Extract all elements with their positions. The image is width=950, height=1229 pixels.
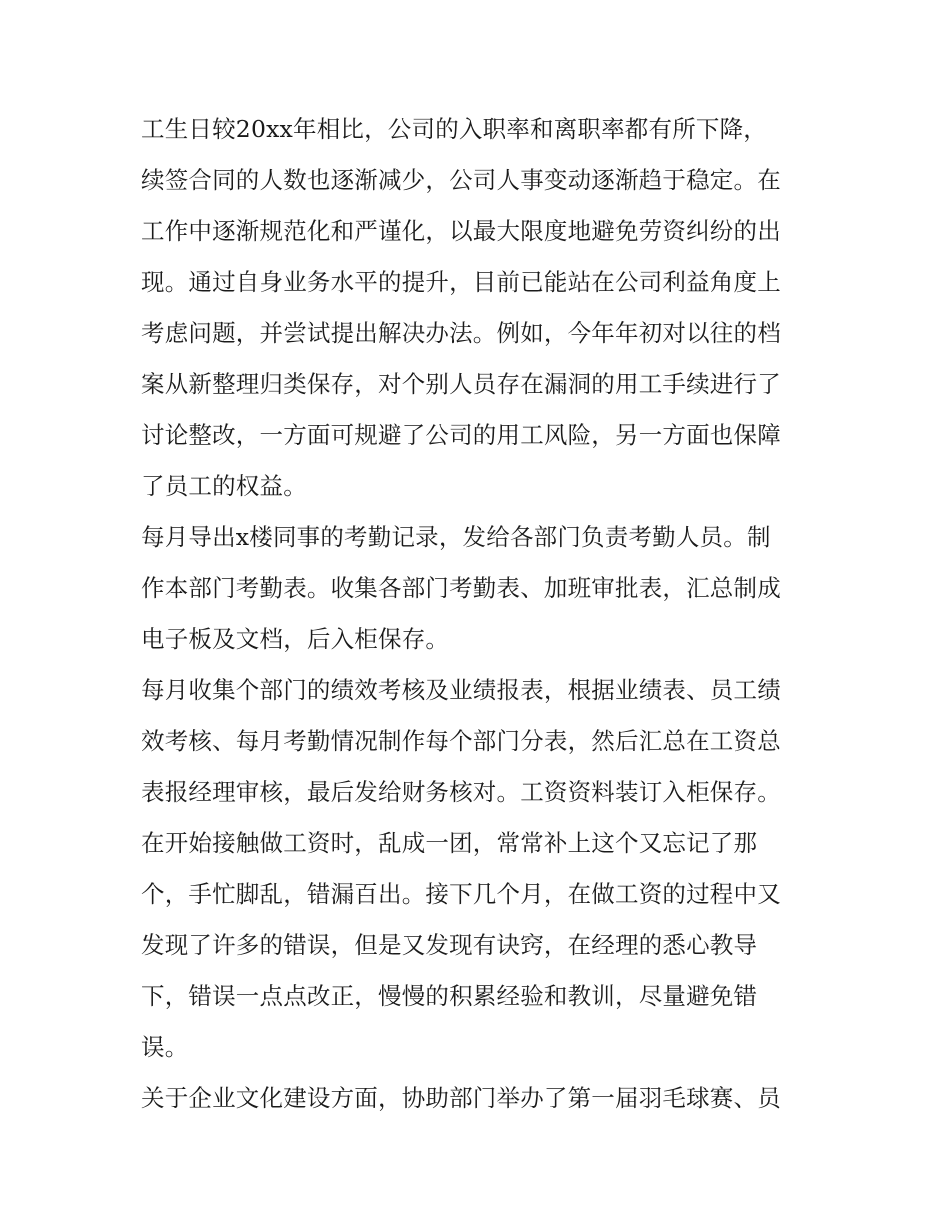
text-line: 工作中逐渐规范化和严谨化，以最大限度地避免劳资纠纷的出: [141, 217, 781, 245]
text-line: 电子板及文档，后入柜保存。: [141, 625, 450, 653]
text-line: 效考核、每月考勤情况制作每个部门分表，然后汇总在工资总: [141, 727, 781, 755]
text-line: 每月收集个部门的绩效考核及业绩报表，根据业绩表、员工绩: [141, 676, 781, 704]
text-line: 续签合同的人数也逐渐减少，公司人事变动逐渐趋于稳定。在: [141, 166, 781, 194]
text-line: 案从新整理归类保存，对个别人员存在漏洞的用工手续进行了: [141, 370, 781, 398]
document-body: [141, 104, 821, 1124]
text-line: 工生日较20xx年相比，公司的入职率和离职率都有所下降，: [141, 115, 768, 143]
text-line: 现。通过自身业务水平的提升，目前已能站在公司利益角度上: [141, 268, 781, 296]
text-line: 误。: [141, 1033, 189, 1061]
text-line: 表报经理审核，最后发给财务核对。工资资料装订入柜保存。: [141, 778, 781, 806]
text-line: 考虑问题，并尝试提出解决办法。例如，今年年初对以往的档: [141, 319, 781, 347]
text-line: 发现了许多的错误，但是又发现有诀窍，在经理的悉心教导: [141, 931, 758, 959]
text-line: 每月导出x楼同事的考勤记录，发给各部门负责考勤人员。制: [141, 523, 771, 551]
text-line: 讨论整改，一方面可规避了公司的用工风险，另一方面也保障: [141, 421, 781, 449]
text-line: 作本部门考勤表。收集各部门考勤表、加班审批表，汇总制成: [141, 574, 781, 602]
text-line: 了员工的权益。: [141, 472, 307, 500]
text-line: 在开始接触做工资时，乱成一团，常常补上这个又忘记了那: [141, 829, 758, 857]
text-line: 个，手忙脚乱，错漏百出。接下几个月，在做工资的过程中又: [141, 880, 781, 908]
text-line: 关于企业文化建设方面，协助部门举办了第一届羽毛球赛、员: [141, 1084, 781, 1112]
text-line: 下，错误一点点改正，慢慢的积累经验和教训，尽量避免错: [141, 982, 758, 1010]
